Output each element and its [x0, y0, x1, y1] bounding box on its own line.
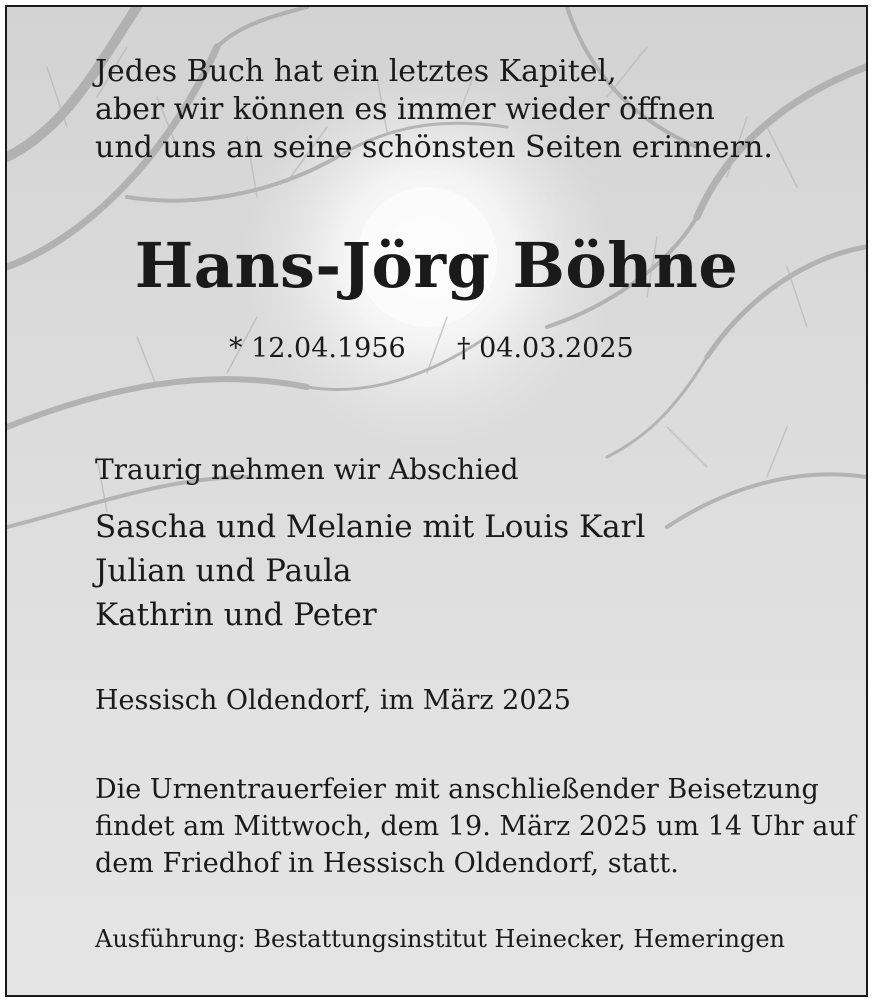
- ceremony-line: Die Urnentrauerfeier mit anschließender Beisetzung: [95, 774, 819, 805]
- quote-line: aber wir können es immer wieder öffnen: [95, 92, 715, 127]
- quote-line: und uns an seine schönsten Seiten erinnern.: [95, 130, 773, 165]
- ceremony-line: dem Friedhof in Hessisch Oldendorf, statt.: [95, 848, 679, 879]
- mourner-entry: Julian und Paula: [95, 553, 352, 589]
- deceased-name: Hans-Jörg Böhne: [134, 229, 739, 302]
- mourner-entry: Kathrin und Peter: [95, 597, 377, 633]
- mourners-list: [95, 505, 645, 637]
- quote-line: Jedes Buch hat ein letztes Kapitel,: [95, 54, 617, 89]
- death-date: † 04.03.2025: [457, 333, 634, 364]
- undertaker-info: Ausführung: Bestattungsinstitut Heinecker, Hemeringen: [95, 925, 785, 953]
- ceremony-line: findet am Mittwoch, dem 19. März 2025 um 14 Uhr auf: [95, 811, 856, 842]
- birth-date: * 12.04.1956: [229, 333, 406, 364]
- mourning-intro: Traurig nehmen wir Abschied: [95, 453, 519, 486]
- ceremony-info: [95, 771, 856, 882]
- place-and-date: Hessisch Oldendorf, im März 2025: [95, 685, 571, 716]
- mourner-entry: Sascha und Melanie mit Louis Karl: [95, 509, 646, 545]
- obituary-notice: [5, 5, 868, 997]
- memorial-quote: [95, 53, 773, 167]
